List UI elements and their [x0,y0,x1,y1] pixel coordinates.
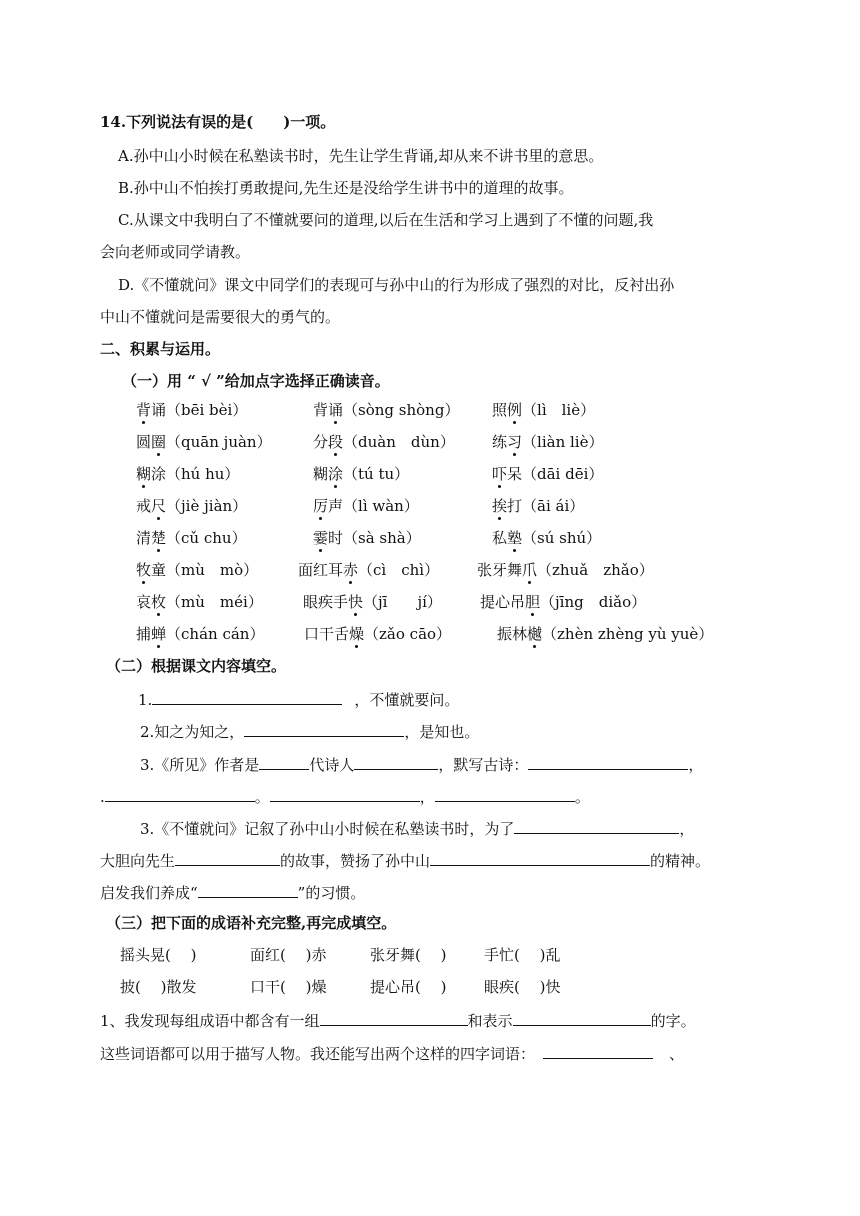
pinyin-item-dotted-char: 尺 [151,497,167,515]
idiom-item: 眼疾( )快 [484,978,561,996]
question-14-option-c-line2: 会向老师或同学请教。 [100,243,251,261]
fill-4-text-e: 的精神。 [650,852,711,870]
pinyin-item[interactable] [492,432,603,452]
question-14-title: 14.下列说法有误的是( )一项。 [100,113,336,131]
pinyin-item[interactable] [304,624,451,644]
fill-3-line2 [100,785,590,807]
fill-1-text: ，不懂就要问。 [354,691,460,709]
pinyin-item-prefix: 提心吊 [480,593,526,611]
pinyin-item-suffix: （jiè jiàn） [166,497,248,515]
pinyin-item[interactable] [497,624,713,644]
idiom-item: 提心吊( ) [370,978,447,996]
fill-2-text-b: ，是知也。 [404,723,480,741]
pinyin-item-dotted-char: 塾 [507,529,523,547]
pinyin-item[interactable] [303,592,442,612]
fill-4-text-d: 的故事，赞扬了孙中山 [280,852,431,870]
fill-4-text-f: 启发我们养成“ [100,884,198,902]
pinyin-item[interactable] [313,400,459,420]
pinyin-item-suffix: （lì liè） [522,401,596,419]
idiom-item: 口干( )燥 [250,978,327,996]
pinyin-item-prefix: 张牙舞 [477,561,523,579]
pinyin-item-dotted-char: 胆 [525,593,541,611]
pinyin-item-suffix: （cì chì） [358,561,440,579]
fill-3-poem-blank-1[interactable] [528,753,688,770]
pinyin-item-dotted-char: 快 [348,593,364,611]
pinyin-item-dotted-char: 诵 [328,401,344,419]
idiom-question-blank-3[interactable] [543,1042,653,1059]
pinyin-item-suffix: （zhèn zhèng yù yuè） [542,625,714,643]
pinyin-item-dotted-char: 爪 [522,561,538,579]
pinyin-item-dotted-char: 段 [328,433,344,451]
pinyin-item-dotted-char: 例 [507,401,523,419]
pinyin-item-prefix: 哀 [136,593,152,611]
pinyin-item-suffix: 诵（bēi bèi） [151,401,248,419]
idiom-item: 摇头晃( ) [120,946,197,964]
pinyin-item[interactable] [136,528,247,548]
pinyin-item-prefix: 练 [492,433,508,451]
pinyin-item-prefix: 面红耳 [298,561,344,579]
idiom-item: 面红( )赤 [250,946,327,964]
pinyin-item-prefix: 口干舌 [304,625,350,643]
pinyin-item-dotted-char: 赤 [343,561,359,579]
idiom-question-blank-1[interactable] [320,1009,468,1026]
pinyin-item-prefix: 戒 [136,497,152,515]
idiom-question-text-d: 这些词语都可以用于描写人物。我还能写出两个这样的四字词语： [100,1045,536,1063]
question-14-option-c-line1: C.从课文中我明白了不懂就要问的道理,以后在生活和学习上遇到了不懂的问题,我 [118,211,654,229]
pinyin-item-suffix: （zhuǎ zhǎo） [537,561,654,579]
idiom-question-line1 [100,1009,696,1031]
pinyin-item-prefix: 糊 [313,465,329,483]
pinyin-item-prefix: 眼疾手 [303,593,349,611]
pinyin-item[interactable] [492,528,601,548]
pinyin-item-prefix: 分 [313,433,329,451]
pinyin-item-prefix: 清 [136,529,152,547]
pinyin-item-dotted-char: 蝉 [151,625,167,643]
fill-1-blank[interactable] [152,688,342,705]
fill-2-text-a: 2.知之为知之， [140,723,245,741]
fill-3-dynasty-blank[interactable] [259,753,309,770]
fill-3-line2-text-a: . [100,788,105,806]
part-1-title: （一）用 “ √ ”给加点字选择正确读音。 [122,372,390,390]
question-14-option-d-line2: 中山不懂就问是需要很大的勇气的。 [100,308,341,326]
fill-4-blank-3[interactable] [430,849,650,866]
pinyin-item[interactable] [298,560,439,580]
pinyin-item-prefix: 振林 [497,625,528,643]
pinyin-item-prefix: 捕 [136,625,152,643]
idiom-question-text-c: 的字。 [650,1012,696,1030]
section-2-title: 二、积累与运用。 [100,340,221,358]
pinyin-item[interactable] [136,496,247,516]
pinyin-item[interactable] [136,592,263,612]
question-14-option-d-line1: D.《不懂就问》课文中同学们的表现可与孙中山的行为形成了强烈的对比，反衬出孙 [118,276,675,294]
pinyin-item[interactable] [136,400,247,420]
fill-3-text-a: 3.《所见》作者是 [140,756,260,774]
part-2-title: （二）根据课文内容填空。 [106,657,287,675]
pinyin-item-suffix: 时（sà shà） [328,529,421,547]
fill-4-blank-2[interactable] [175,849,280,866]
fill-4-text-a: 3.《不懂就问》记叙了孙中山小时候在私塾读书时，为了 [140,820,515,838]
pinyin-item-dotted-char: 吓 [492,465,508,483]
pinyin-item-suffix: （sòng shòng） [343,401,460,419]
pinyin-item-dotted-char: 楚 [151,529,167,547]
pinyin-item-dotted-char: 樾 [527,625,543,643]
fill-4-line1 [140,817,694,839]
pinyin-item-suffix: （quān juàn） [166,433,272,451]
pinyin-item-prefix: 圆 [136,433,152,451]
pinyin-item-suffix: （zǎo cāo） [364,625,452,643]
fill-3-line2-text-b: 。 [254,788,270,806]
fill-4-text-b: ， [679,820,695,838]
pinyin-item-dotted-char: 厉 [313,497,329,515]
pinyin-item-prefix: 私 [492,529,508,547]
pinyin-item-suffix: 声（lì wàn） [328,497,419,515]
fill-4-blank-4[interactable] [198,881,298,898]
fill-3-poem-blank-3[interactable] [270,785,420,802]
pinyin-item[interactable] [313,432,455,452]
pinyin-item-prefix: 背 [313,401,329,419]
pinyin-item[interactable] [477,560,654,580]
fill-3-poem-blank-2[interactable] [105,785,255,802]
pinyin-item-suffix: 呆（dāi dēi） [507,465,604,483]
fill-3-poet-blank[interactable] [354,753,438,770]
pinyin-item-suffix: （jīng diǎo） [540,593,647,611]
pinyin-item-dotted-char: 习 [507,433,523,451]
pinyin-item-suffix: （chán cán） [166,625,265,643]
pinyin-item[interactable] [492,400,595,420]
fill-4-text-g: ”的习惯。 [297,884,366,902]
idiom-item: 手忙( )乱 [484,946,561,964]
pinyin-item-prefix: 照 [492,401,508,419]
fill-1-number: 1. [138,691,153,709]
pinyin-item[interactable] [492,496,584,516]
pinyin-item-suffix: 涂（hú hu） [151,465,240,483]
fill-3-text-d: ， [688,756,704,774]
pinyin-item-suffix: 打（āi ái） [507,497,585,515]
fill-4-line2 [100,849,710,871]
fill-3-line2-text-c: ， [419,788,435,806]
pinyin-item-dotted-char: 背 [136,401,152,419]
idiom-item: 张牙舞( ) [370,946,447,964]
pinyin-item-suffix: （sú shú） [522,529,602,547]
pinyin-item[interactable] [492,464,603,484]
pinyin-item[interactable] [136,432,272,452]
fill-4-line3 [100,881,365,903]
pinyin-item[interactable] [480,592,646,612]
question-14-option-a: A.孙中山小时候在私塾读书时，先生让学生背诵,却从来不讲书里的意思。 [118,147,604,165]
pinyin-item[interactable] [313,528,421,548]
pinyin-item-suffix: （liàn liè） [522,433,604,451]
fill-3-text-c: ，默写古诗： [438,756,529,774]
idiom-question-text-b: 和表示 [467,1012,513,1030]
idiom-question-blank-2[interactable] [513,1009,651,1026]
idiom-question-text-a: 1、我发现每组成语中都含有一组 [100,1012,320,1030]
fill-1 [138,688,459,710]
fill-3-poem-blank-4[interactable] [435,785,575,802]
pinyin-item-dotted-char: 燥 [349,625,365,643]
pinyin-item-dotted-char: 牧 [136,561,152,579]
pinyin-item-dotted-char: 涂 [328,465,344,483]
fill-2 [140,720,479,742]
fill-3-line2-text-d: 。 [574,788,590,806]
pinyin-item-dotted-char: 挨 [492,497,508,515]
idiom-question-text-e: 、 [669,1045,685,1063]
pinyin-item-suffix: （cǔ chu） [166,529,247,547]
pinyin-item[interactable] [136,464,239,484]
pinyin-item[interactable] [313,464,409,484]
fill-3 [140,753,703,775]
fill-2-blank[interactable] [244,720,404,737]
pinyin-item-suffix: （tú tu） [343,465,410,483]
fill-4-blank-1[interactable] [514,817,679,834]
question-14-option-b: B.孙中山不怕挨打勇敢提问,先生还是没给学生讲书中的道理的故事。 [118,179,574,197]
pinyin-item-suffix: （mù méi） [166,593,263,611]
pinyin-item-dotted-char: 糊 [136,465,152,483]
pinyin-item[interactable] [313,496,419,516]
part-3-title: （三）把下面的成语补充完整,再完成填空。 [106,914,397,932]
pinyin-item-dotted-char: 枚 [151,593,167,611]
pinyin-item-dotted-char: 圈 [151,433,167,451]
pinyin-item-suffix: （duàn dùn） [343,433,455,451]
pinyin-item-dotted-char: 霎 [313,529,329,547]
pinyin-item[interactable] [136,624,264,644]
fill-4-text-c: 大胆向先生 [100,852,176,870]
pinyin-item-suffix: 童（mù mò） [151,561,259,579]
idiom-item: 披( )散发 [120,978,197,996]
pinyin-item[interactable] [136,560,258,580]
idiom-question-line2 [100,1042,684,1064]
fill-3-text-b: 代诗人 [309,756,355,774]
pinyin-item-suffix: （jī jí） [363,593,442,611]
